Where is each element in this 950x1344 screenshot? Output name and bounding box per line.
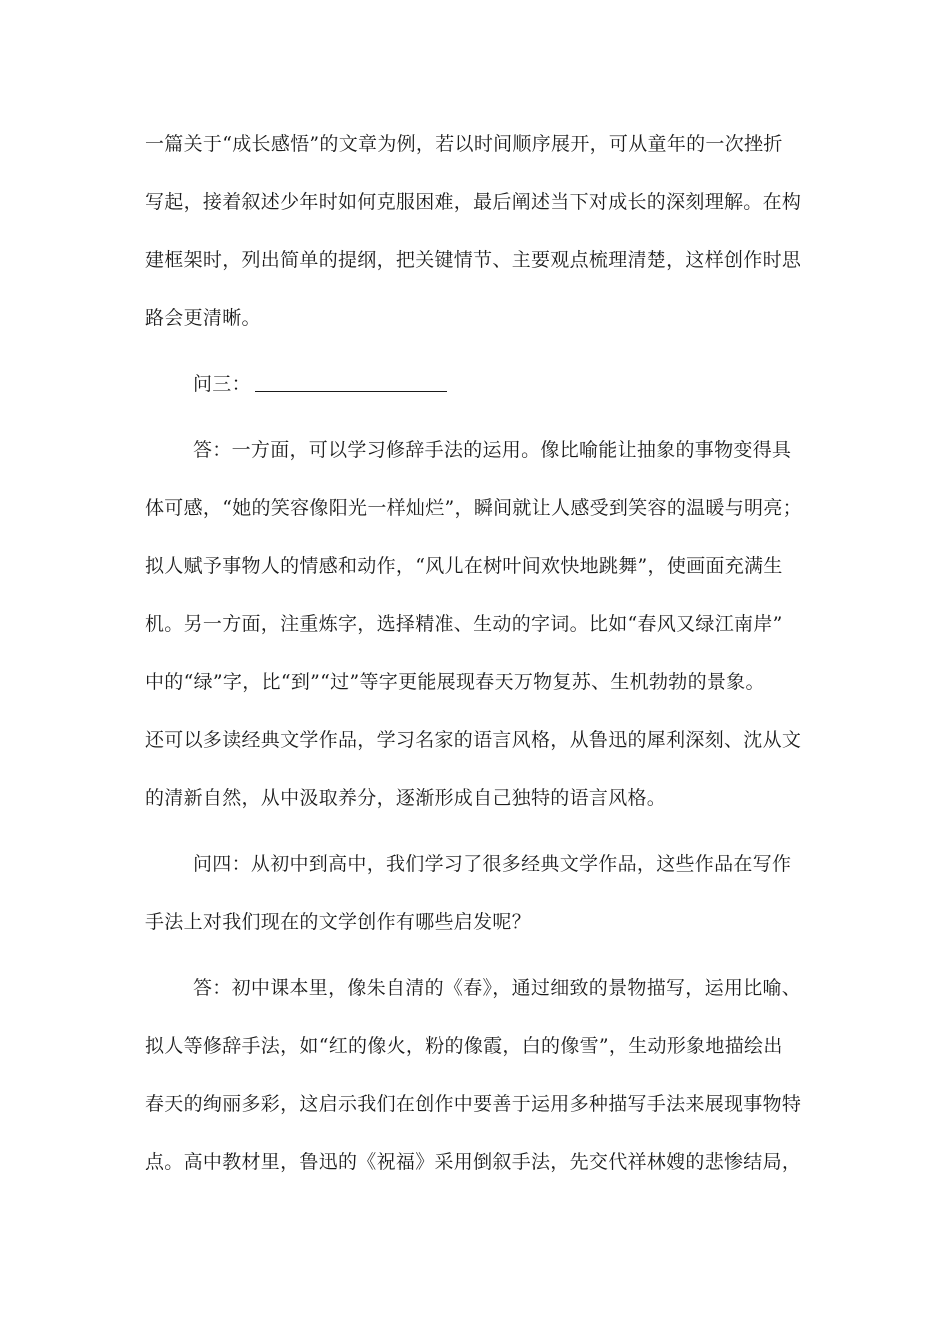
answer-four-line-3: 春天的绚丽多彩，这启示我们在创作中要善于运用多种描写手法来展现事物特: [145, 1093, 802, 1115]
question-three: [193, 372, 853, 396]
answer-blank-line: [255, 373, 447, 392]
answer-three-line-1: 答：一方面，可以学习修辞手法的运用。像比喻能让抽象的事物变得具: [193, 439, 792, 461]
answer-four-line-4: 点。高中教材里，鲁迅的《祝福》采用倒叙手法，先交代祥林嫂的悲惨结局，: [145, 1151, 802, 1173]
paragraph-line-3: 建框架时，列出简单的提纲，把关键情节、主要观点梳理清楚，这样创作时思: [145, 249, 802, 271]
paragraph-line-2: 写起，接着叙述少年时如何克服困难，最后阐述当下对成长的深刻理解。在构: [145, 191, 802, 213]
paragraph-line-1: 一篇关于“成长感悟”的文章为例，若以时间顺序展开，可从童年的一次挫折: [145, 133, 783, 155]
answer-three-line-4: 机。另一方面，注重炼字，选择精准、生动的字词。比如“春风又绿江南岸”: [145, 613, 783, 635]
question-four-line-2: 手法上对我们现在的文学创作有哪些启发呢？: [145, 911, 532, 933]
answer-three-line-3: 拟人赋予事物人的情感和动作，“风儿在树叶间欢快地跳舞”，使画面充满生: [145, 555, 783, 577]
answer-three-line-6: 还可以多读经典文学作品，学习名家的语言风格，从鲁迅的犀利深刻、沈从文: [145, 729, 802, 751]
question-four-line-1: 问四：从初中到高中，我们学习了很多经典文学作品，这些作品在写作: [193, 853, 792, 875]
answer-four-line-2: 拟人等修辞手法，如“红的像火，粉的像霞，白的像雪”，生动形象地描绘出: [145, 1035, 783, 1057]
answer-three-line-5: 中的“绿”字，比“到”“过”等字更能展现春天万物复苏、生机勃勃的景象。: [145, 671, 765, 693]
answer-four-line-1: 答：初中课本里，像朱自清的《春》，通过细致的景物描写，运用比喻、: [193, 977, 802, 999]
question-three-label: 问三：: [193, 373, 251, 395]
paragraph-line-4: 路会更清晰。: [145, 307, 261, 329]
answer-three-line-7: 的清新自然，从中汲取养分，逐渐形成自己独特的语言风格。: [145, 787, 667, 809]
answer-three-line-2: 体可感，“她的笑容像阳光一样灿烂”，瞬间就让人感受到笑容的温暖与明亮；: [145, 497, 802, 519]
